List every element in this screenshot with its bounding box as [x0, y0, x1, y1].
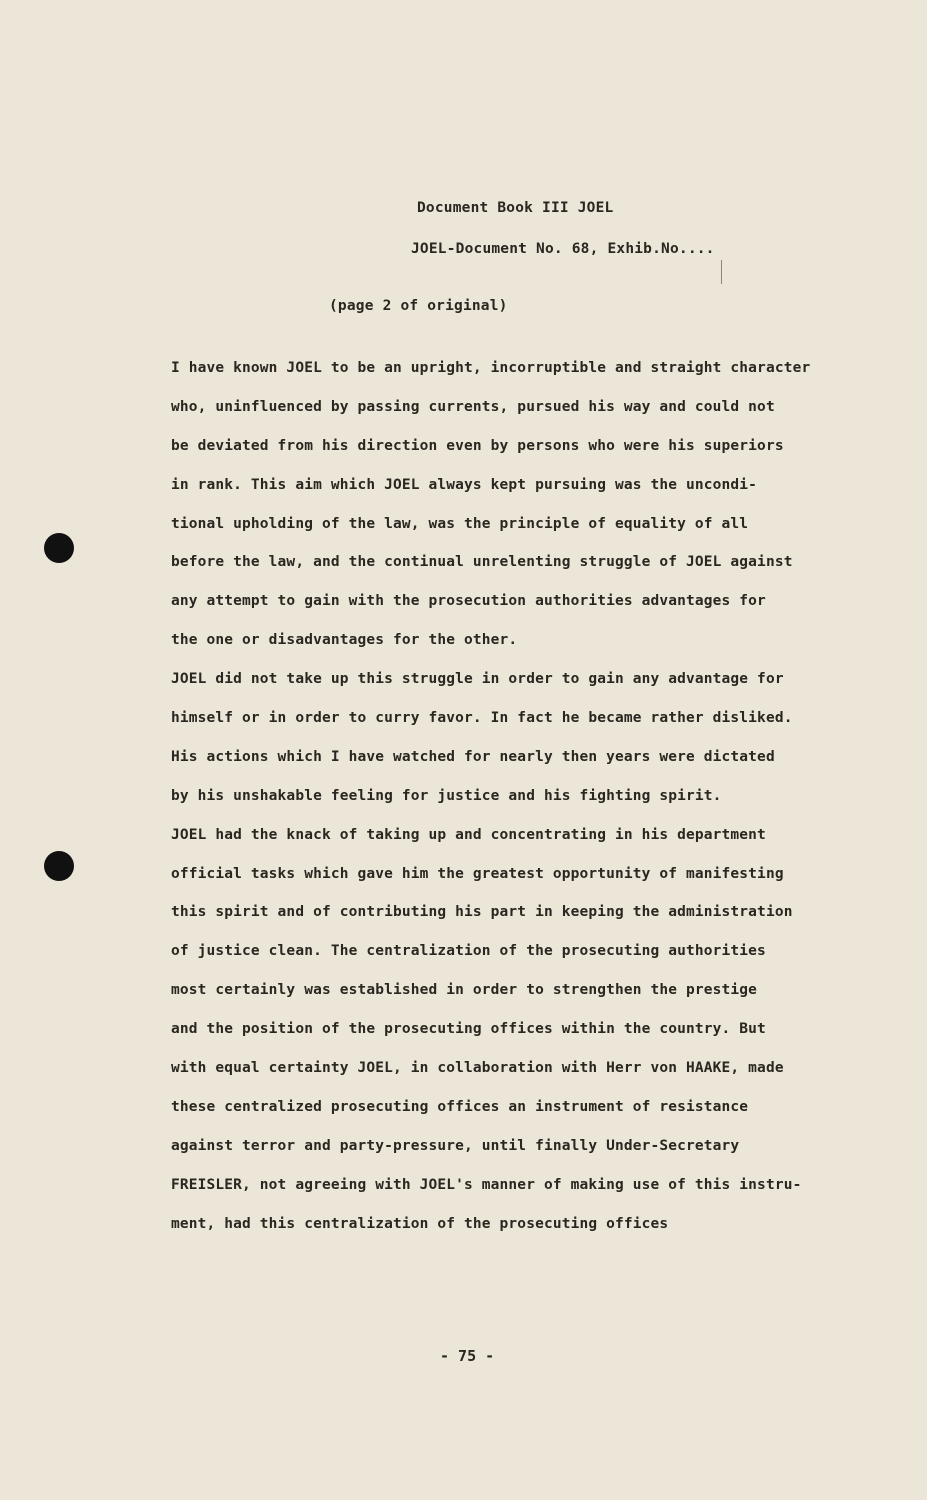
body-line: who, uninfluenced by passing currents, pursued his way and could not	[171, 398, 775, 415]
body-line: of justice clean. The centralization of the prosecuting authorities	[171, 943, 766, 960]
body-line: JOEL did not take up this struggle in order to gain any advantage for	[171, 671, 784, 688]
body-line: most certainly was established in order to strengthen the prestige	[171, 982, 758, 999]
punch-hole-top	[44, 533, 74, 563]
body-line: His actions which I have watched for nearly then years were dictated	[171, 748, 775, 765]
body-line: himself or in order to curry favor. In fact he became rather disliked.	[171, 710, 793, 727]
page-number: - 75 -	[440, 1347, 495, 1365]
document-number: JOEL-Document No. 68, Exhib.No....	[411, 241, 715, 257]
body-line: JOEL had the knack of taking up and concentrating in his department	[171, 826, 766, 843]
body-line: be deviated from his direction even by persons who were his superiors	[171, 437, 784, 454]
body-line: ment, had this centralization of the prosecuting offices	[171, 1215, 669, 1232]
body-line: before the law, and the continual unrelenting struggle of JOEL against	[171, 554, 793, 571]
margin-mark	[721, 260, 722, 284]
body-line: and the position of the prosecuting offices within the country. But	[171, 1021, 766, 1038]
page-of-original-note: (page 2 of original)	[329, 298, 508, 314]
document-book-title: Document Book III JOEL	[417, 200, 614, 216]
body-line: the one or disadvantages for the other.	[171, 632, 518, 649]
punch-hole-bottom	[44, 851, 74, 881]
body-line: in rank. This aim which JOEL always kept pursuing was the uncondi-	[171, 476, 758, 493]
body-line: these centralized prosecuting offices an instrument of resistance	[171, 1098, 749, 1115]
body-line: by his unshakable feeling for justice and his fighting spirit.	[171, 787, 722, 804]
body-line: against terror and party-pressure, until finally Under-Secretary	[171, 1137, 740, 1154]
body-text	[171, 357, 871, 1251]
body-line: I have known JOEL to be an upright, incorruptible and straight character	[171, 360, 811, 376]
body-line: official tasks which gave him the greatest opportunity of manifesting	[171, 865, 784, 882]
body-line: tional upholding of the law, was the principle of equality of all	[171, 515, 749, 532]
body-line: any attempt to gain with the prosecution authorities advantages for	[171, 593, 766, 610]
body-line: this spirit and of contributing his part in keeping the administration	[171, 904, 793, 921]
body-line: with equal certainty JOEL, in collaboration with Herr von HAAKE, made	[171, 1060, 784, 1077]
body-line: FREISLER, not agreeing with JOEL's manner of making use of this instru-	[171, 1176, 802, 1193]
